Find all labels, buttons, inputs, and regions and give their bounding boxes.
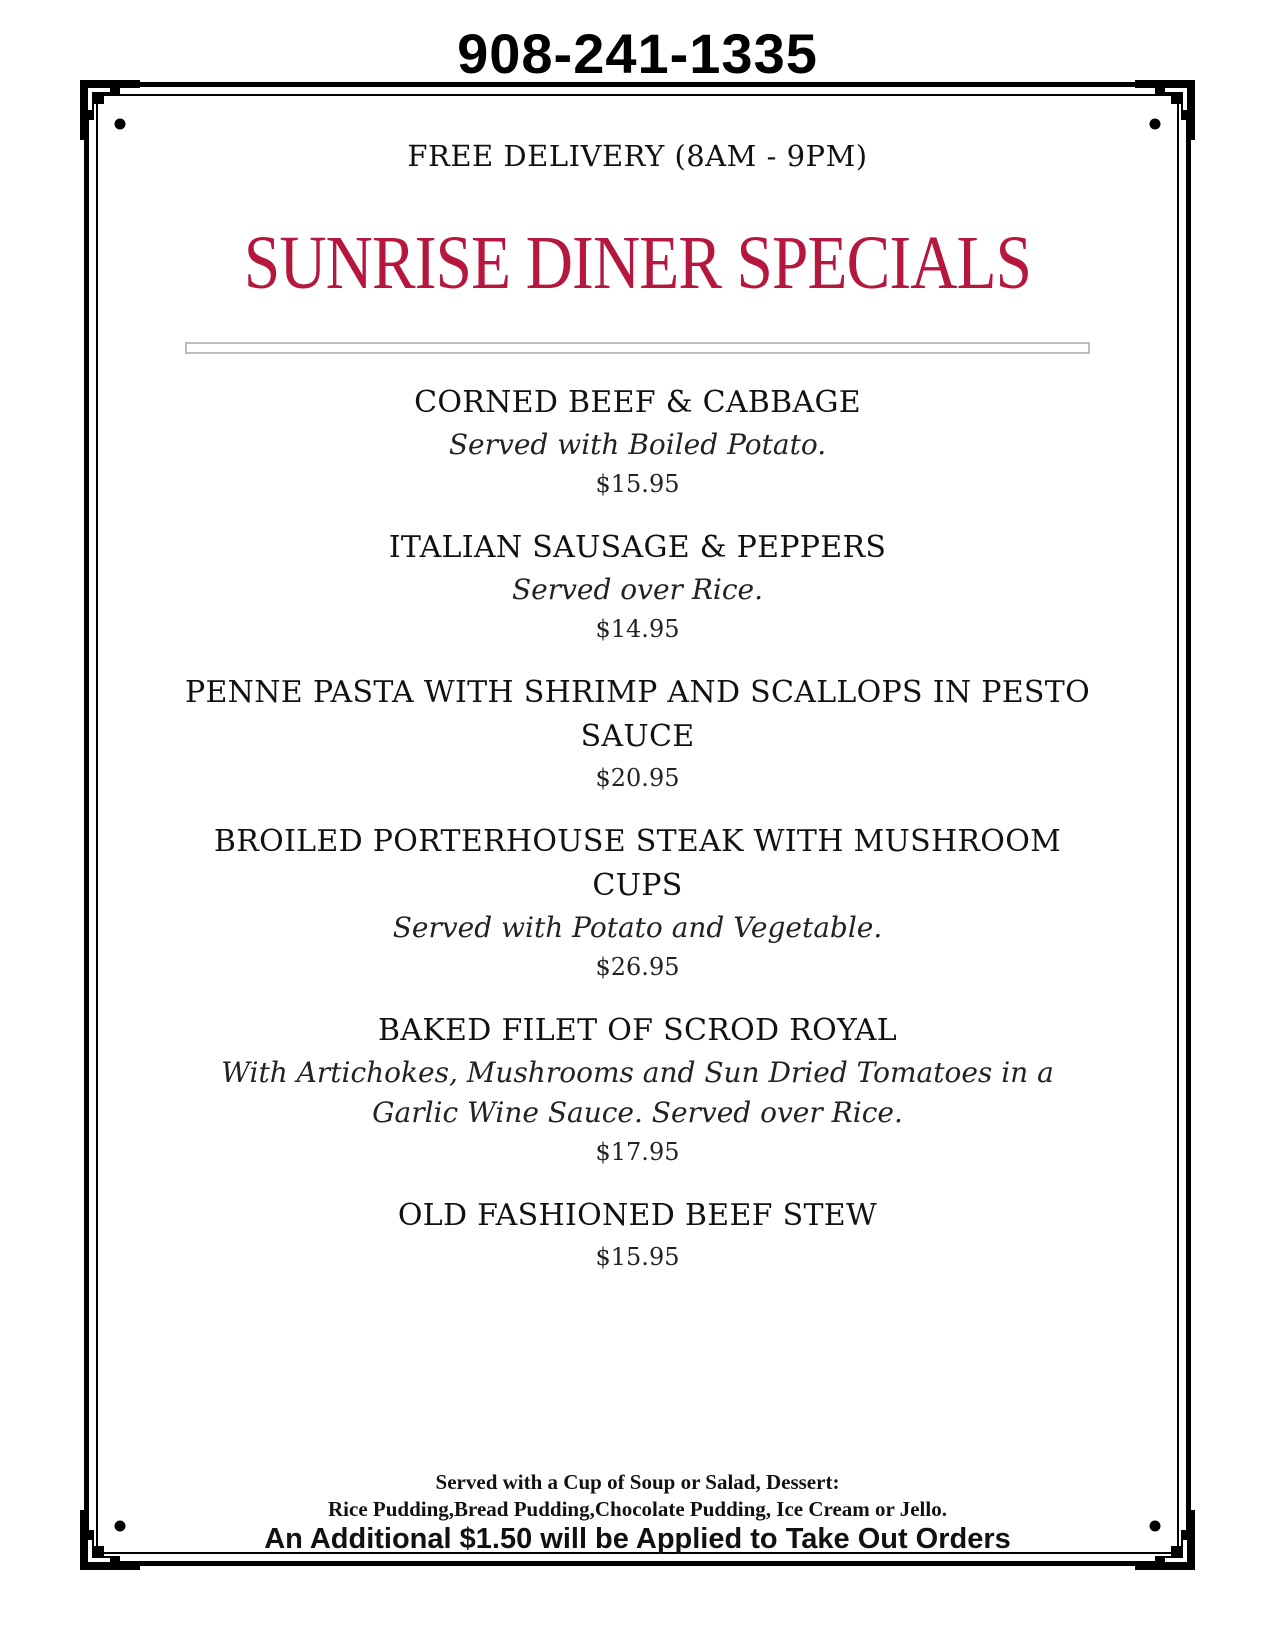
item-price: $20.95 xyxy=(595,764,680,792)
specials-list xyxy=(180,381,1095,1299)
menu-item xyxy=(180,526,1095,648)
phone-number: 908-241-1335 xyxy=(457,22,818,85)
footer-dessert-options: Rice Pudding,Bread Pudding,Chocolate Pudding, Ice Cream or Jello. xyxy=(328,1497,947,1521)
item-name: ITALIAN SAUSAGE & PEPPERS xyxy=(388,530,887,565)
menu-item xyxy=(180,381,1095,503)
item-price: $15.95 xyxy=(595,470,680,498)
item-description: With Artichokes, Mushrooms and Sun Dried Tomatoes in a Garlic Wine Sauce. Served over Rice. xyxy=(221,1056,1054,1129)
item-name: OLD FASHIONED BEEF STEW xyxy=(397,1198,878,1233)
footer-sides-note: Served with a Cup of Soup or Salad, Dessert: xyxy=(435,1470,840,1494)
item-description: Served with Potato and Vegetable. xyxy=(392,911,883,944)
item-price: $15.95 xyxy=(595,1243,680,1271)
item-name: BAKED FILET OF SCROD ROYAL xyxy=(378,1013,897,1048)
corner-ornament-top-left xyxy=(80,80,140,140)
page-title: SUNRISE DINER SPECIALS xyxy=(243,221,1032,305)
item-name: PENNE PASTA WITH SHRIMP AND SCALLOPS IN PESTO SAUCE xyxy=(185,675,1090,754)
item-price: $17.95 xyxy=(595,1138,680,1166)
footer-takeout-notice: An Additional $1.50 will be Applied to Take Out Orders xyxy=(264,1523,1011,1555)
item-description: Served over Rice. xyxy=(511,573,764,606)
menu-item xyxy=(180,1194,1095,1276)
item-price: $26.95 xyxy=(595,953,680,981)
corner-ornament-top-right xyxy=(1135,80,1195,140)
item-price: $14.95 xyxy=(595,615,680,643)
menu-item xyxy=(180,820,1095,986)
title-divider xyxy=(185,342,1090,354)
item-description: Served with Boiled Potato. xyxy=(448,428,827,461)
menu-item xyxy=(180,671,1095,797)
delivery-hours: FREE DELIVERY (8AM - 9PM) xyxy=(407,139,868,173)
item-name: CORNED BEEF & CABBAGE xyxy=(414,385,861,420)
item-name: BROILED PORTERHOUSE STEAK WITH MUSHROOM CUPS xyxy=(213,824,1062,903)
menu-item xyxy=(180,1009,1095,1171)
